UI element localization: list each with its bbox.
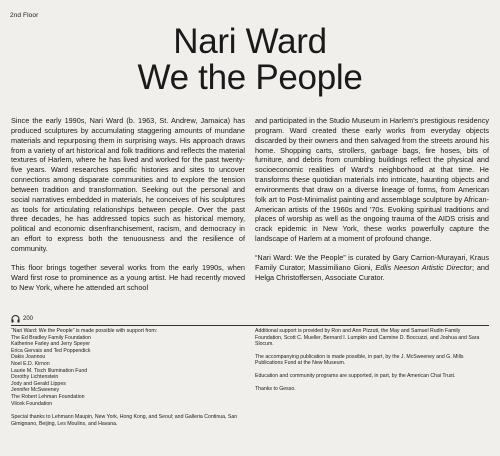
credits-right [255,328,487,398]
title-artist: Nari Ward [173,22,327,61]
credits-left [11,328,243,433]
supporter: The Ed Bradley Family Foundation [11,334,91,341]
body-left-column [11,116,245,301]
headphones-icon [11,315,20,323]
supporter: The Robert Lehman Foundation [11,393,85,400]
divider [11,325,489,326]
supporter: Noel E.D. Kirnon [11,360,50,367]
publication-support: The accompanying publication is made possible, in part, by the J. McSweeney and G. Mills Publications Fund at the New Museum. [255,353,464,367]
audio-guide-stop [11,315,33,323]
supporter: Jody and Gerald Lippes [11,380,66,387]
supporter: Laurie M. Tisch Illumination Fund [11,367,88,374]
supporter: Jennifer McSweeney [11,387,60,394]
curators-paragraph: “Nari Ward: We the People” is curated by Gary Carrion-Murayari, Kraus Family Curator; Massimiliano Gioni, Edlis Neeson Artistic Director; and Helga Christoffersen, Associate Curator. [255,252,490,282]
supporter: Vilcek Foundation [11,400,53,407]
floor-paragraph: This floor brings together several works from the early 1990s, when Ward first rose to prominence as a young artist. He had recently moved to New York, where he attended art school [11,262,245,292]
credits-intro: “Nari Ward: We the People” is made possible with support from: [11,328,158,334]
title-exhibition: We the People [137,58,363,97]
additional-support: Additional support is provided by Ron and Ann Pizzuti, the May and Samuel Rudin Family Foundation, Scott C. Mueller, Bernard I. Lumpkin and Carmine D. Boccuzzi, and Joshua and Sara Slocum. [255,328,480,348]
supporter: Dakis Joannou [11,354,46,361]
supporter: Katherine Farley and Jerry Speyer [11,341,91,348]
audio-stop-number: 200 [23,316,34,322]
special-thanks: Special thanks to Lehmann Maupin, New York, Hong Kong, and Seoul; and Galleria Continua, San Gimignano, Beijing, Les Moulins, and Havana. [11,414,238,427]
supporters-list [11,335,243,408]
continued-paragraph: and participated in the Studio Museum in Harlem's prestigious residency program. Ward created these early works from everyday objects discarded by their owners and then salvaged from the streets around his home. Shopping carts, strollers, garbage bags, fire hoses, bits of furniture, and debris from crumbling buildings reflect the physical and socioeconomic realities of Ward's neighborhood at that time. He transforms these quotidian materials into intricate, haunting objects and environments that draw on a diverse lineage of forms, from American folk art to Post-Minimalist painting and assemblage sculpture by African-American artists of the 1960s and '70s. Evoking spiritual traditions and places of worship as well as the ongoing trauma of the AIDS crisis and crack epidemic in New York, these works powerfully capture the landscape of Harlem at a moment of profound change. [255,116,489,244]
thanks: Thanks to Gesso. [255,385,296,392]
education-support: Education and community programs are supported, in part, by the American Chai Trust. [255,372,456,379]
curator-title: Edlis Neeson Artistic Director [375,262,472,272]
exhibition-title [0,24,500,96]
intro-paragraph: Since the early 1990s, Nari Ward (b. 1963, St. Andrew, Jamaica) has produced sculptures by accumulating staggering amounts of mundane materials and repurposing them in surprising ways. His approach draws from a variety of art historical and folk traditions and reflects the material textures of Harlem, where he has lived and worked for the past twenty-five years. Ward researches specific histories and sites to uncover connections among disparate communities and to explore the tension between tradition and transformation. Seeking out the personal and social narratives embedded in materials, he conceives of his sculptures as tools for articulating relationships between people. Over the past three decades, he has addressed topics such as historical memory, political and economic disenfranchisement, racism, and democracy in an effort to express both the tenuousness and the resilience of community. [11,116,245,253]
supporter: Dorothy Lichtenstein [11,374,59,381]
body-right-column [255,116,489,292]
supporter: Erica Gervais and Ted Poppendick [11,347,91,354]
floor-label: 2nd Floor [10,12,39,19]
